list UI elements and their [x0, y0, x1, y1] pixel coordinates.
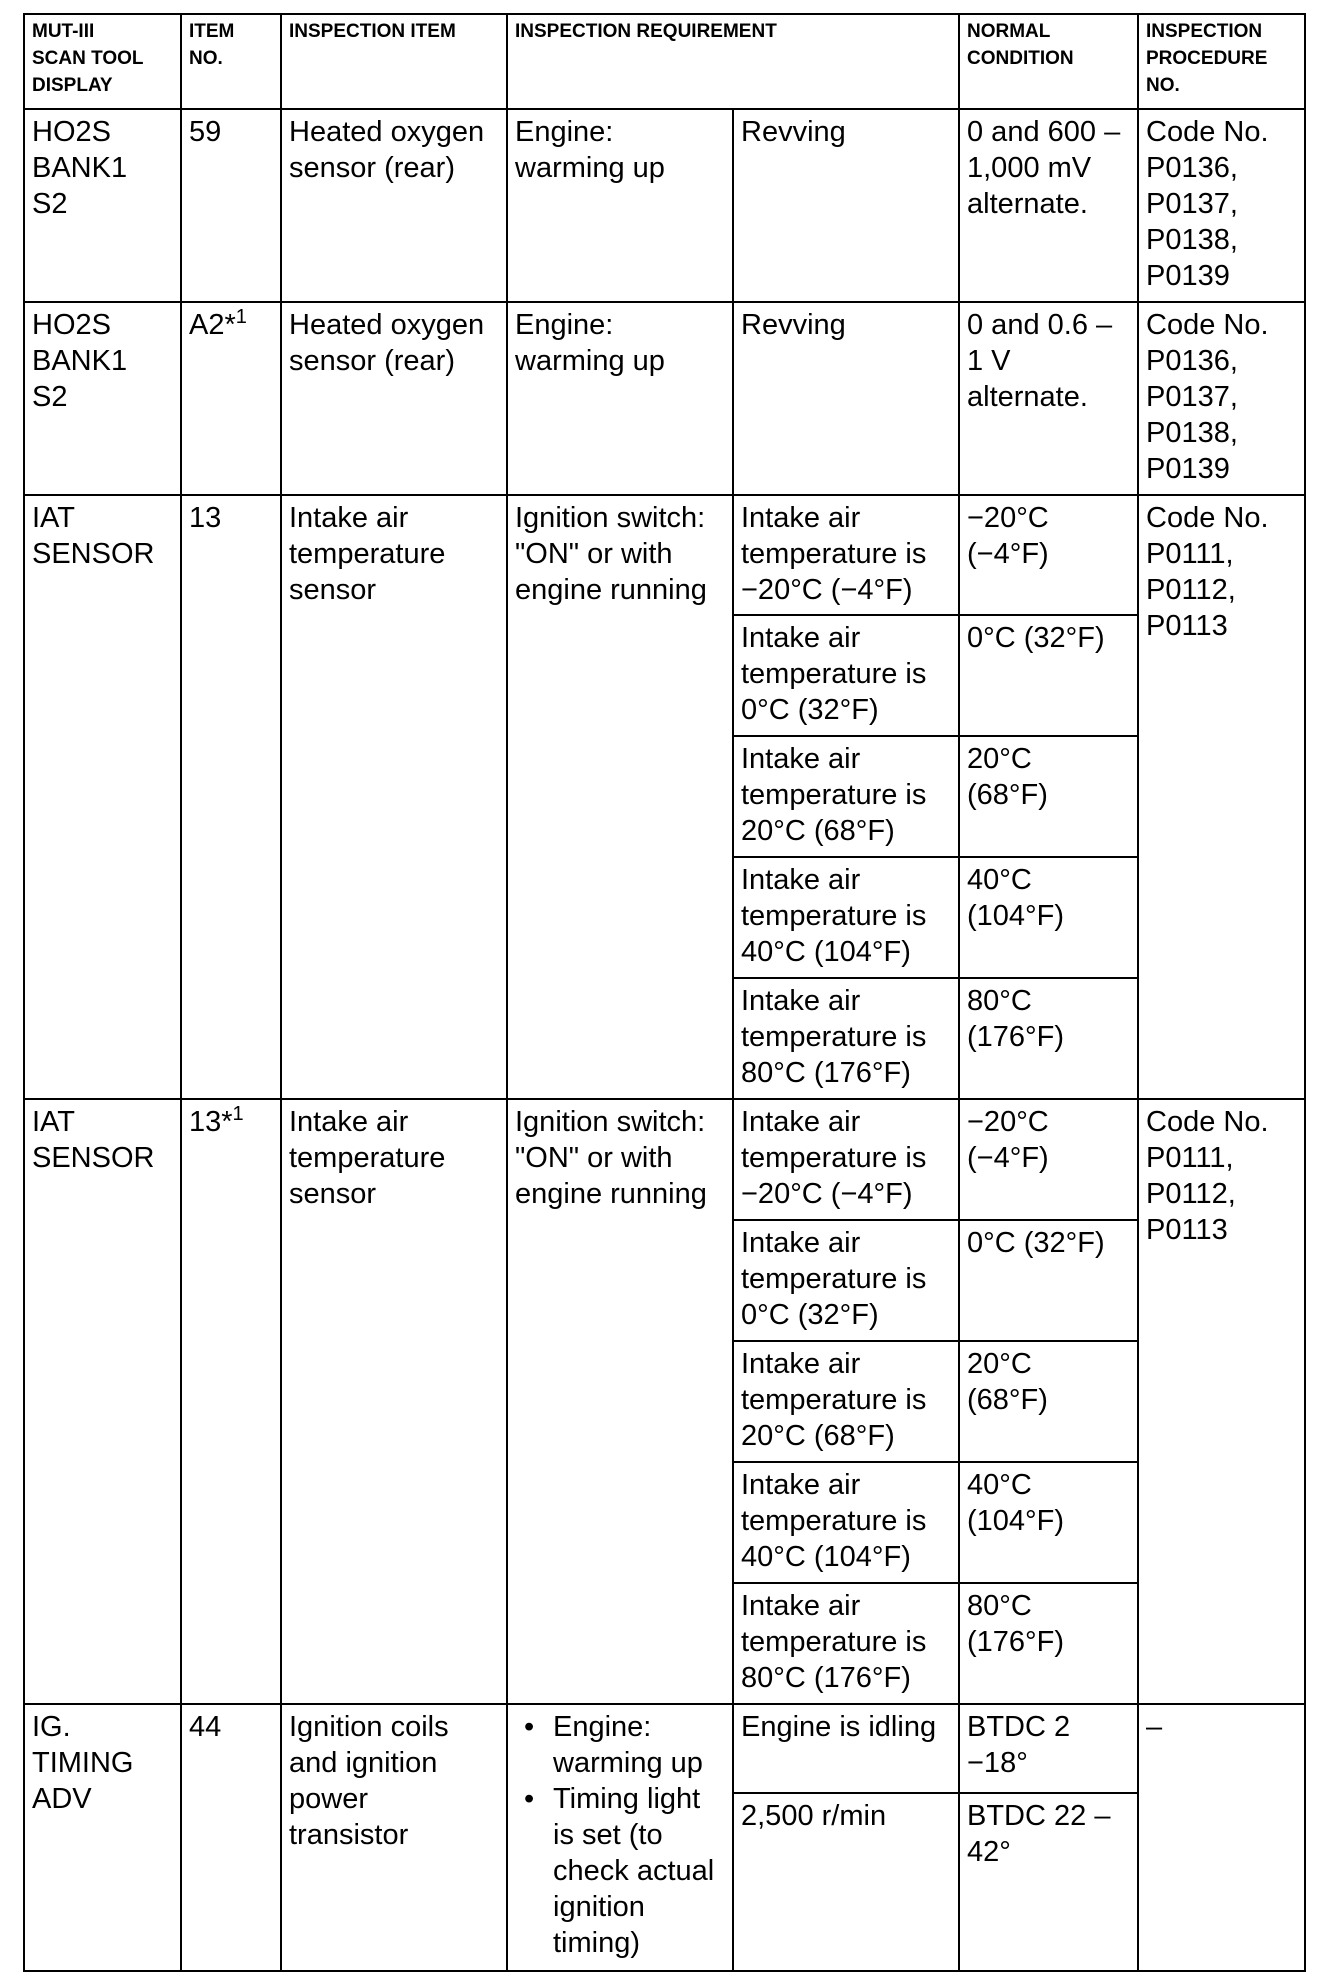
cell-normal-condition: 0 and 600 – 1,000 mV alternate.	[959, 109, 1138, 302]
cell-requirement-condition: Intake air temperature is 20°C (68°F)	[733, 736, 959, 857]
cell-requirement: Ignition switch: "ON" or with engine running	[507, 495, 733, 1099]
cell-normal-condition: −20°C (−4°F)	[959, 1099, 1138, 1220]
item-no-text: A2*	[189, 309, 236, 341]
cell-requirement-condition: Intake air temperature is 0°C (32°F)	[733, 1220, 959, 1341]
cell-display: HO2S BANK1 S2	[24, 302, 181, 495]
footnote-marker: 1	[235, 306, 247, 328]
cell-requirement-condition: 2,500 r/min	[733, 1793, 959, 1971]
cell-item-no: 44	[181, 1704, 281, 1971]
cell-item-no	[181, 1099, 281, 1704]
cell-normal-condition: 20°C (68°F)	[959, 1341, 1138, 1462]
cell-requirement-condition: Intake air temperature is −20°C (−4°F)	[733, 1099, 959, 1220]
table-row	[24, 302, 1305, 495]
cell-normal-condition: BTDC 22 – 42°	[959, 1793, 1138, 1971]
cell-normal-condition: 80°C (176°F)	[959, 1583, 1138, 1704]
cell-normal-condition: 0°C (32°F)	[959, 1220, 1138, 1341]
table-row	[24, 1099, 1305, 1220]
cell-item-no: 59	[181, 109, 281, 302]
cell-requirement-condition: Revving	[733, 302, 959, 495]
table-row	[24, 1704, 1305, 1793]
cell-requirement-condition: Revving	[733, 109, 959, 302]
cell-normal-condition: 80°C (176°F)	[959, 978, 1138, 1099]
cell-display: IAT SENSOR	[24, 1099, 181, 1704]
list-item	[524, 1709, 725, 1781]
cell-requirement-condition: Intake air temperature is −20°C (−4°F)	[733, 495, 959, 615]
cell-display: IG. TIMING ADV	[24, 1704, 181, 1971]
inspection-spec-table	[23, 13, 1306, 1972]
cell-procedure-no: –	[1138, 1704, 1305, 1971]
cell-normal-condition: 0 and 0.6 – 1 V alternate.	[959, 302, 1138, 495]
cell-requirement-condition: Engine is idling	[733, 1704, 959, 1793]
table-row	[24, 109, 1305, 302]
cell-requirement-condition: Intake air temperature is 20°C (68°F)	[733, 1341, 959, 1462]
bullet-text: Engine: warming up	[553, 1711, 703, 1779]
cell-inspection-item: Intake air temperature sensor	[281, 1099, 507, 1704]
cell-procedure-no: Code No. P0136, P0137, P0138, P0139	[1138, 302, 1305, 495]
footnote-marker: 1	[232, 1103, 244, 1125]
header-item-no: ITEM NO.	[181, 14, 281, 109]
cell-requirement: Engine: warming up	[507, 109, 733, 302]
cell-requirement-condition: Intake air temperature is 80°C (176°F)	[733, 1583, 959, 1704]
cell-normal-condition: 0°C (32°F)	[959, 615, 1138, 736]
cell-requirement: Engine: warming up	[507, 302, 733, 495]
cell-inspection-item: Intake air temperature sensor	[281, 495, 507, 1099]
header-row	[24, 14, 1305, 109]
cell-procedure-no: Code No. P0111, P0112, P0113	[1138, 1099, 1305, 1704]
cell-item-no: 13	[181, 495, 281, 1099]
table-row	[24, 495, 1305, 615]
cell-requirement-condition: Intake air temperature is 80°C (176°F)	[733, 978, 959, 1099]
cell-procedure-no: Code No. P0111, P0112, P0113	[1138, 495, 1305, 1099]
cell-item-no	[181, 302, 281, 495]
item-no-text: 13*	[189, 1106, 233, 1138]
header-normal-condition: NORMAL CONDITION	[959, 14, 1138, 109]
bullet-icon: •	[524, 1711, 535, 1743]
header-procedure-no: INSPECTION PROCEDURE NO.	[1138, 14, 1305, 109]
cell-inspection-item: Heated oxygen sensor (rear)	[281, 302, 507, 495]
cell-requirement-condition: Intake air temperature is 40°C (104°F)	[733, 857, 959, 978]
cell-display: HO2S BANK1 S2	[24, 109, 181, 302]
bullet-text: Timing light is set (to check actual ignition timing)	[553, 1783, 715, 1959]
cell-requirement-condition: Intake air temperature is 40°C (104°F)	[733, 1462, 959, 1583]
header-scan-tool-display: MUT-III SCAN TOOL DISPLAY	[24, 14, 181, 109]
header-inspection-item: INSPECTION ITEM	[281, 14, 507, 109]
list-item	[524, 1781, 725, 1961]
requirement-bullet-list	[515, 1709, 725, 1961]
cell-requirement: Ignition switch: "ON" or with engine running	[507, 1099, 733, 1704]
cell-normal-condition: BTDC 2 −18°	[959, 1704, 1138, 1793]
cell-normal-condition: 20°C (68°F)	[959, 736, 1138, 857]
cell-requirement-condition: Intake air temperature is 0°C (32°F)	[733, 615, 959, 736]
cell-normal-condition: 40°C (104°F)	[959, 1462, 1138, 1583]
cell-normal-condition: −20°C (−4°F)	[959, 495, 1138, 615]
bullet-icon: •	[524, 1783, 535, 1815]
cell-display: IAT SENSOR	[24, 495, 181, 1099]
cell-normal-condition: 40°C (104°F)	[959, 857, 1138, 978]
cell-inspection-item: Heated oxygen sensor (rear)	[281, 109, 507, 302]
cell-procedure-no: Code No. P0136, P0137, P0138, P0139	[1138, 109, 1305, 302]
header-inspection-requirement: INSPECTION REQUIREMENT	[507, 14, 959, 109]
cell-inspection-item: Ignition coils and ignition power transistor	[281, 1704, 507, 1971]
cell-requirement	[507, 1704, 733, 1971]
